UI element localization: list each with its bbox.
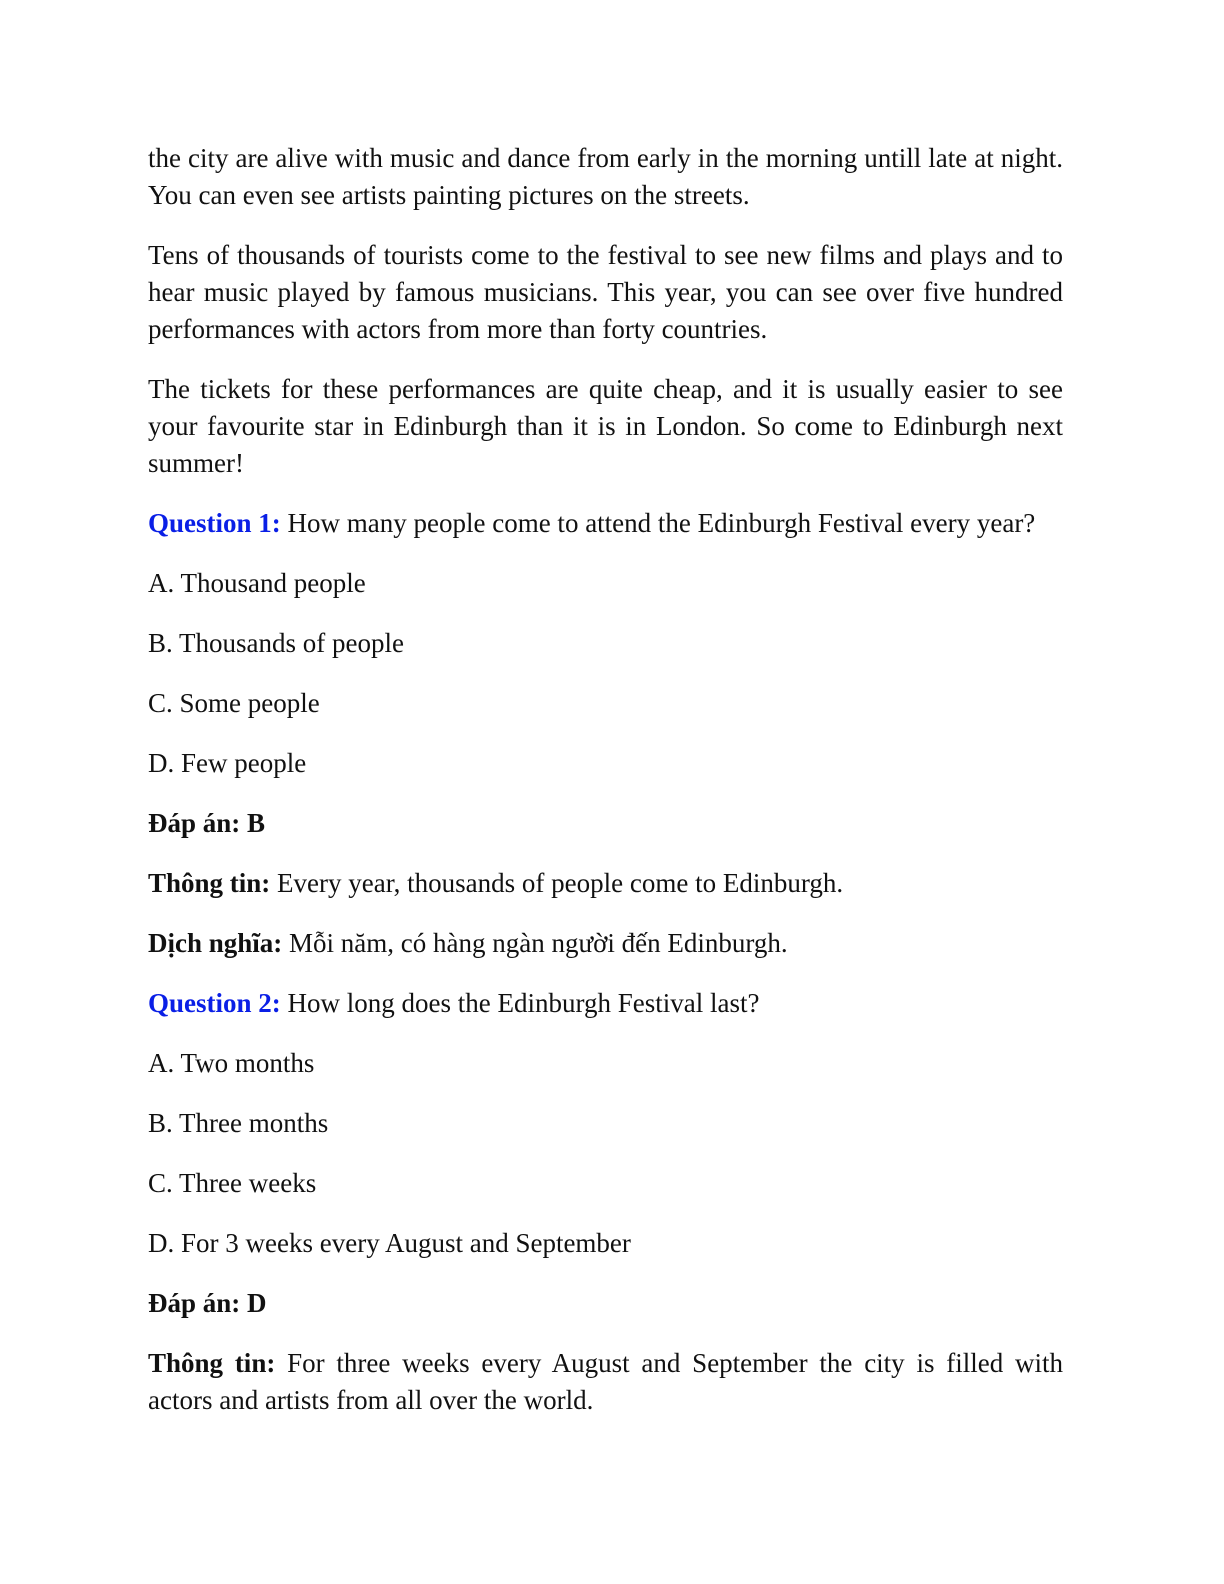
question-1-info (148, 865, 1063, 902)
question-2-text: How long does the Edinburgh Festival last? (287, 988, 760, 1018)
question-2-prompt (148, 985, 1063, 1022)
question-1-option-c: C. Some people (148, 688, 320, 718)
question-1-option-d: D. Few people (148, 748, 307, 778)
question-2-option-b: B. Three months (148, 1108, 329, 1138)
question-2-option-a: A. Two months (148, 1048, 315, 1078)
question-1-translation-label: Dịch nghĩa: (148, 928, 283, 958)
question-1-text: How many people come to attend the Edinburgh Festival every year? (287, 508, 1036, 538)
document-page (148, 140, 1063, 1442)
question-2 (148, 985, 1063, 1419)
question-1-answer: Đáp án: B (148, 808, 266, 838)
question-1-info-label: Thông tin: (148, 868, 271, 898)
question-1-translation (148, 925, 1063, 962)
question-2-info-label: Thông tin: (148, 1348, 276, 1378)
question-1-label: Question 1: (148, 508, 281, 538)
question-2-answer: Đáp án: D (148, 1288, 267, 1318)
passage-paragraph-3: The tickets for these performances are quite cheap, and it is usually easier to see your favourite star in Edinburgh than it is in London. So come to Edinburgh next summer! (148, 374, 1063, 478)
question-2-option-d: D. For 3 weeks every August and September (148, 1228, 631, 1258)
question-1-translation-text: Mỗi năm, có hàng ngàn người đến Edinburgh. (289, 928, 788, 958)
question-2-option-c: C. Three weeks (148, 1168, 317, 1198)
question-1 (148, 505, 1063, 962)
question-2-info-text: For three weeks every August and September the city is filled with actors and artists from all over the world. (148, 1348, 1064, 1415)
passage-paragraph-1: the city are alive with music and dance from early in the morning untill late at night. You can even see artists painting pictures on the streets. (148, 143, 1063, 210)
question-1-prompt (148, 505, 1063, 542)
question-1-info-text: Every year, thousands of people come to Edinburgh. (277, 868, 844, 898)
question-1-option-a: A. Thousand people (148, 568, 366, 598)
question-2-label: Question 2: (148, 988, 281, 1018)
passage-paragraph-2: Tens of thousands of tourists come to the festival to see new films and plays and to hear music played by famous musicians. This year, you can see over five hundred performances with actors from more than forty countries. (148, 240, 1063, 344)
question-1-option-b: B. Thousands of people (148, 628, 404, 658)
question-2-info (148, 1345, 1063, 1419)
